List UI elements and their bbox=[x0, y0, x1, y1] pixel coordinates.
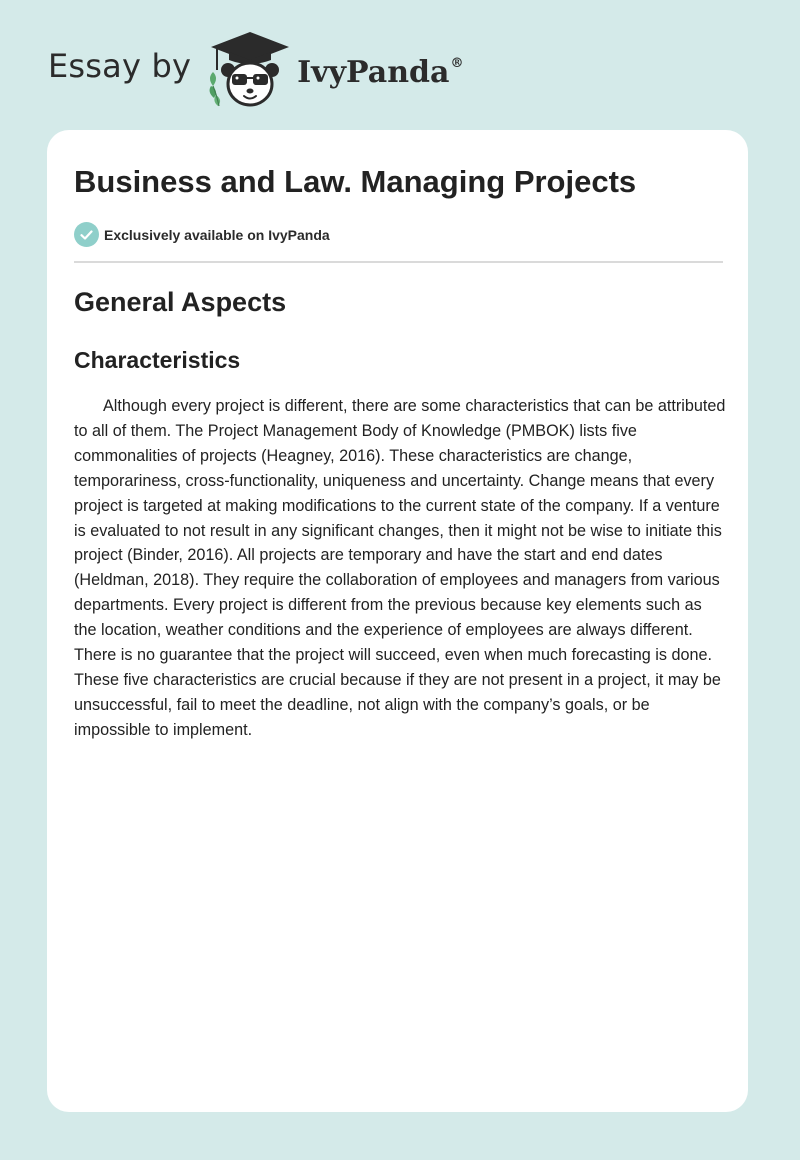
header-divider bbox=[74, 261, 723, 263]
exclusive-badge-text: Exclusively available on IvyPanda bbox=[104, 226, 330, 243]
registered-mark: ® bbox=[450, 55, 464, 71]
article-card bbox=[47, 130, 748, 1112]
exclusive-badge bbox=[74, 222, 330, 247]
brand-name: IvyPanda® bbox=[297, 54, 464, 90]
panda-graduate-logo-icon bbox=[205, 30, 295, 110]
site-header-logo[interactable] bbox=[48, 30, 463, 110]
article-title: Business and Law. Managing Projects bbox=[74, 164, 637, 199]
subsection-heading: Characteristics bbox=[74, 347, 241, 373]
check-icon bbox=[74, 222, 99, 247]
section-heading: General Aspects bbox=[74, 287, 287, 317]
brand-prefix: Essay by bbox=[48, 47, 192, 85]
body-paragraph: Although every project is different, there are some characteristics that can be attributed to all of them. The Project Management Body of Knowledge (PMBOK) lists five commonalities of projects (Heagney, 2016). These characteristics are change, temporariness, cross-functionality, uniqueness and uncertainty. Change means that every project is targeted at making modifications to the current state of the company. If a venture is evaluated to not result in any significant changes, then it might not be wise to initiate this project (Binder, 2016). All projects are temporary and have the start and end dates (Heldman, 2018). They require the collaboration of employees and managers from various departments. Every project is different from the previous because key elements such as the location, weather conditions and the experience of employees are always different. There is no guarantee that the project will succeed, even when much forecasting is done. These five characteristics are crucial because if they are not present in a project, it may be unsuccessful, fail to meet the deadline, not align with the company’s goals, or be impossible to implement. bbox=[74, 397, 726, 739]
